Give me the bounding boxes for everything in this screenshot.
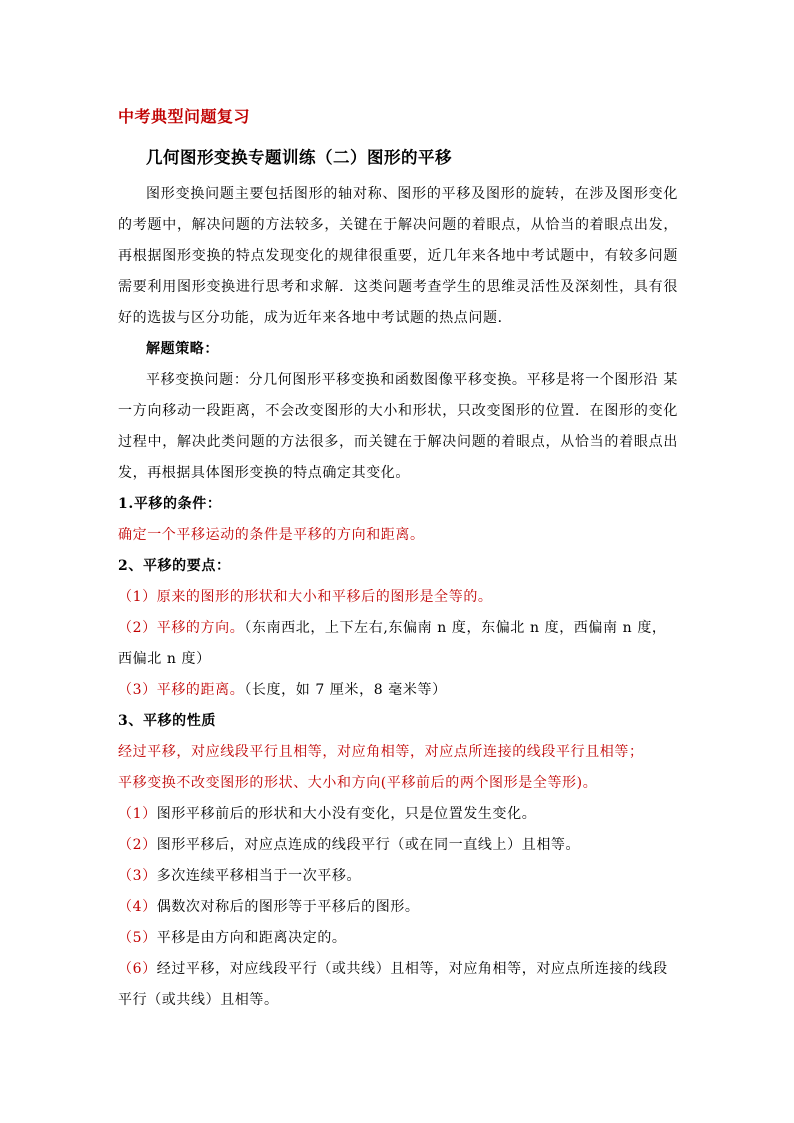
list-item-text: 图形平移前后的形状和大小没有变化，只是位置发生变化。 (156, 806, 537, 822)
list-item-text: 多次连续平移相当于一次平移。 (156, 868, 362, 884)
list-number: （2） (118, 837, 157, 853)
list-number: （6） (118, 961, 157, 977)
properties-heading: 3、平移的性质 (118, 713, 216, 729)
list-number: （3） (118, 682, 157, 698)
list-number: （4） (118, 899, 157, 915)
list-item-text: 平移的方向。 (156, 620, 245, 636)
strategy-heading: 解题策略： (146, 341, 219, 357)
list-number: （2） (118, 620, 157, 636)
property-item-2 (118, 830, 678, 861)
property-item-1 (118, 799, 678, 830)
property-item-5 (118, 923, 678, 954)
conditions-heading: 1.平移的条件： (118, 496, 222, 512)
list-item-text: 图形平移后，对应点连成的线段平行（或在同一直线上）且相等。 (156, 837, 581, 853)
series-title: 中考典型问题复习 (118, 107, 251, 126)
key-point-item-1 (118, 582, 678, 613)
key-point-item-3 (118, 675, 678, 706)
list-item-text: 经过平移，对应线段平行（或共线）且相等，对应角相等，对应点所连接的线段平行（或共线）且相等。 (118, 961, 668, 1008)
key-points-heading: 2、平移的要点： (118, 558, 231, 574)
list-number: （1） (118, 806, 157, 822)
document-page (118, 103, 678, 1016)
properties-line-2: 平移变换不改变图形的形状、大小和方向(平移前后的两个图形是全等形)。 (118, 775, 598, 791)
list-item-detail: （东南西北，上下左右,东偏南 n 度，东偏北 n 度，西偏南 n 度，西偏北 n 度） (118, 620, 667, 667)
list-number: （1） (118, 589, 157, 605)
property-item-4 (118, 892, 678, 923)
list-item-text: 平移的距离。 (156, 682, 245, 698)
list-item-text: 平移是由方向和距离决定的。 (156, 930, 347, 946)
property-item-6 (118, 954, 678, 1016)
property-item-3 (118, 861, 678, 892)
document-title: 几何图形变换专题训练（二）图形的平移 (146, 148, 452, 167)
list-number: （5） (118, 930, 157, 946)
properties-line-1: 经过平移，对应线段平行且相等，对应角相等，对应点所连接的线段平行且相等； (118, 744, 644, 760)
list-item-detail: （长度，如 7 厘米，8 毫米等） (244, 682, 447, 698)
strategy-paragraph: 平移变换问题：分几何图形平移变换和函数图像平移变换。平移是将一个图形沿 某一方向移动一段距离，不会改变图形的大小和形状，只改变图形的位置．在图形的变化过程中，解决此类问题的方法很多，而关键在于解决问题的着眼点，从恰当的着眼点出发，再根据具体图形变换的特点确定其变化。 (118, 372, 678, 481)
conditions-text: 确定一个平移运动的条件是平移的方向和距离。 (118, 527, 425, 543)
list-item-text: 原来的图形的形状和大小和平移后的图形是全等的。 (156, 589, 493, 605)
list-item-text: 偶数次对称后的图形等于平移后的图形。 (156, 899, 420, 915)
intro-paragraph: 图形变换问题主要包括图形的轴对称、图形的平移及图形的旋转，在涉及图形变化的考题中，解决问题的方法较多，关键在于解决问题的着眼点，从恰当的着眼点出发，再根据图形变换的特点发现变化的规律很重要，近几年来各地中考试题中，有较多问题需要利用图形变换进行思考和求解．这类问题考查学生的思维灵活性及深刻性，具有很好的选拔与区分功能，成为近年来各地中考试题的热点问题． (118, 186, 678, 326)
key-point-item-2 (118, 613, 678, 675)
list-number: （3） (118, 868, 157, 884)
